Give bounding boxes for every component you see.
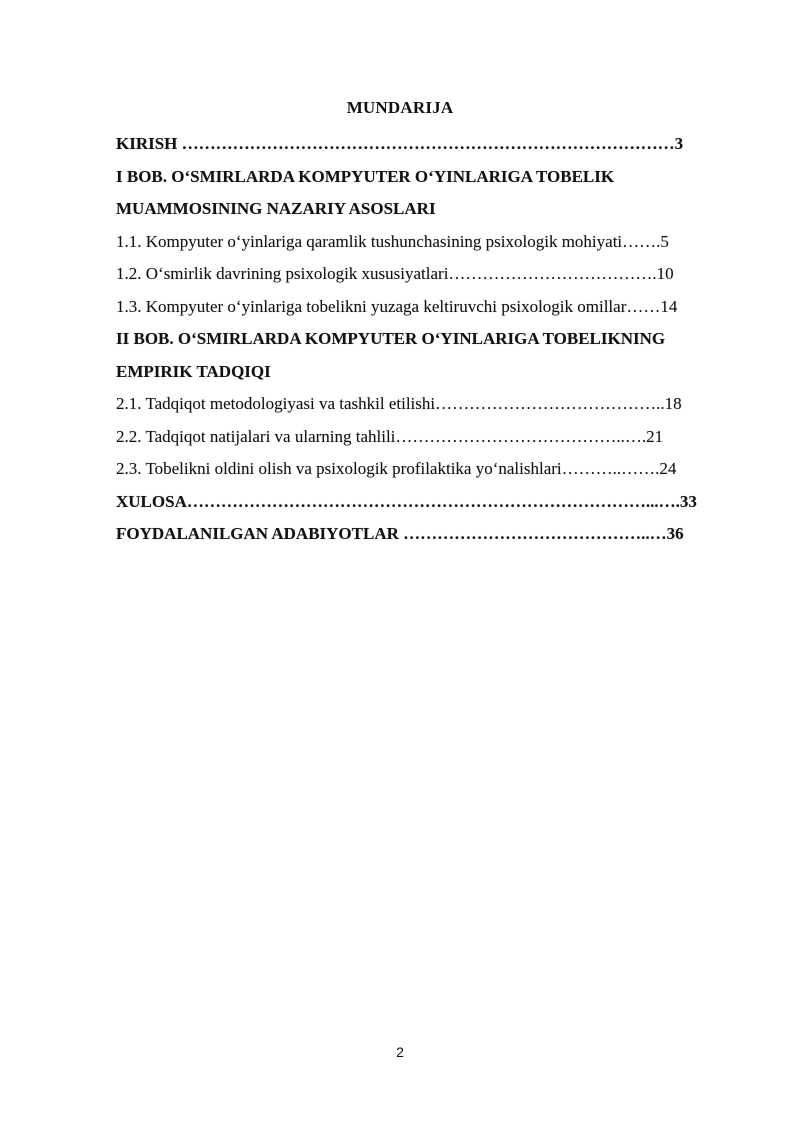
toc-entry-2-3: 2.3. Tobelikni oldini olish va psixologik profilaktika yo‘nalishlari………..…….24 <box>116 459 677 478</box>
toc-chapter-2-heading-cont: EMPIRIK TADQIQI <box>116 361 271 381</box>
toc-chapter-2-heading: II BOB. O‘SMIRLARDA KOMPYUTER O‘YINLARIGA TOBELIKNING <box>116 329 666 348</box>
toc-title: MUNDARIJA <box>346 98 454 117</box>
toc-chapter-1-heading-cont: MUAMMOSINING NAZARIY ASOSLARI <box>116 199 436 218</box>
toc-entry-conclusion: XULOSA………………………………………………………………………...….33 <box>116 491 697 511</box>
toc-chapter-1-heading: I BOB. O‘SMIRLARDA KOMPYUTER O‘YINLARIGA TOBELIK <box>116 166 615 186</box>
toc-entry-1-3: 1.3. Kompyuter o‘yinlariga tobelikni yuzaga keltiruvchi psixologik omillar……14 <box>116 296 678 316</box>
toc-entry-introduction: KIRISH ……………………………………………………………………………3 <box>116 134 684 153</box>
toc-entry-references: FOYDALANILGAN ADABIYOTLAR ……………………………………..…36 <box>116 524 684 543</box>
page-number: 2 <box>396 1044 404 1060</box>
toc-entry-2-2: 2.2. Tadqiqot natijalari va ularning tahlili…………………………………..….21 <box>116 426 664 446</box>
toc-entry-1-2: 1.2. O‘smirlik davrining psixologik xususiyatlari……………………………….10 <box>116 264 674 283</box>
toc-entry-1-1: 1.1. Kompyuter o‘yinlariga qaramlik tushunchasining psixologik mohiyati…….5 <box>116 231 669 251</box>
toc-entry-2-1: 2.1. Tadqiqot metodologiyasi va tashkil etilishi…………………………………..18 <box>116 394 682 413</box>
table-of-contents <box>116 128 756 551</box>
